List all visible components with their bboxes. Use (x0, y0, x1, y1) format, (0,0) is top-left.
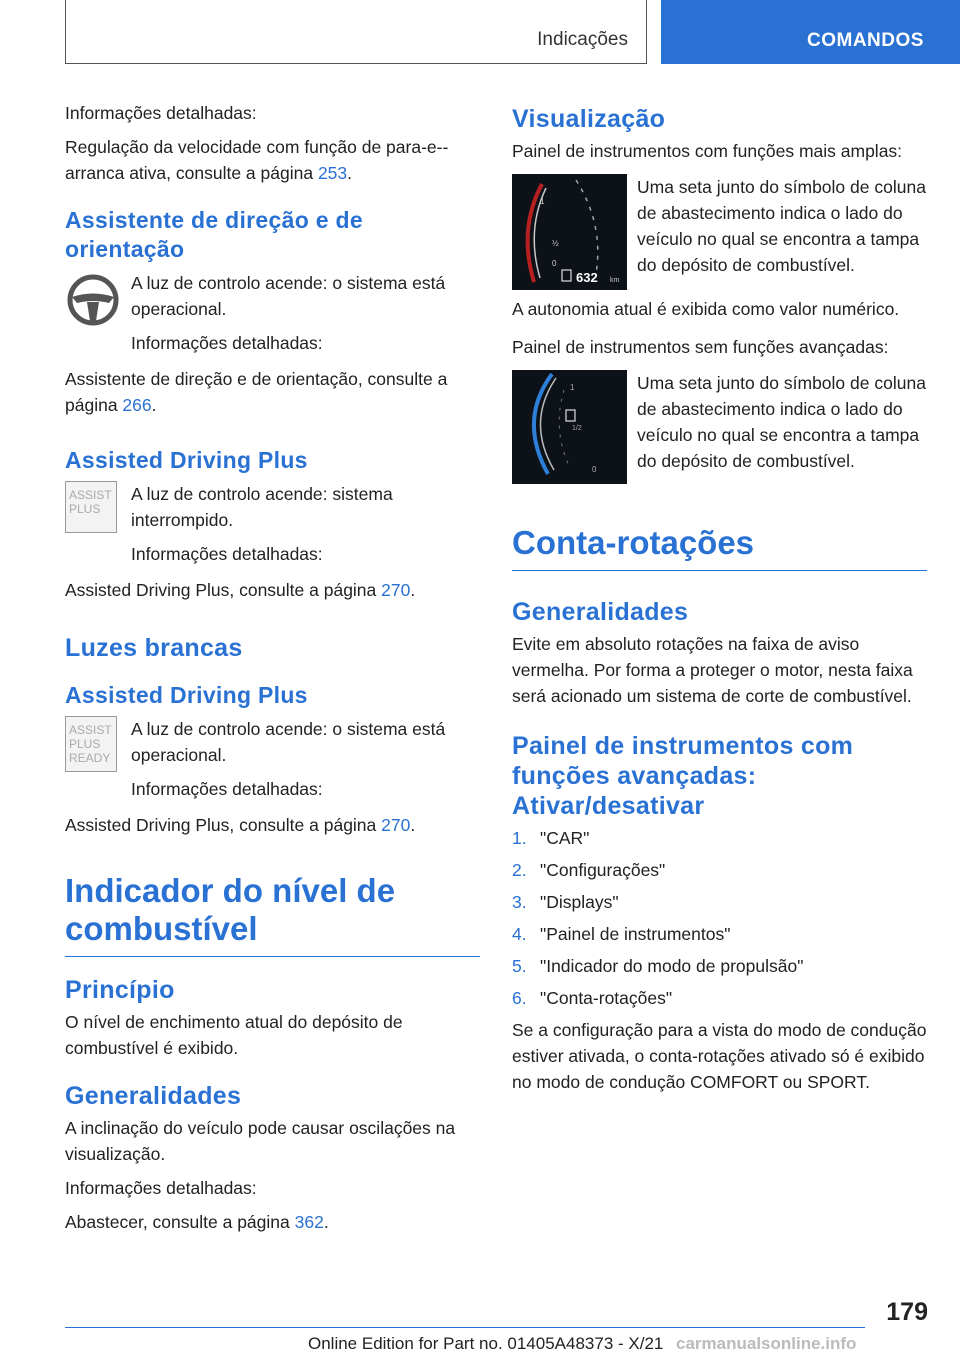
chapter-tab: COMANDOS (661, 0, 960, 64)
svg-text:1: 1 (570, 383, 575, 392)
section-heading: Assisted Driving Plus (65, 682, 308, 708)
assist-plus-icon: ASSIST PLUS (65, 481, 117, 533)
figure-caption: Uma seta junto do símbolo de coluna de abastecimento indica o lado do veículo no qual se encontra a tampa do depósito de combustível. (637, 373, 926, 471)
list-item: 1. "CAR" (512, 828, 590, 848)
info-label: Informações detalhadas: (65, 103, 257, 123)
section-heading: Generalidades (65, 1082, 242, 1110)
paragraph: Assistente de direção e de orientação, consulte a página 266. (65, 369, 448, 415)
figure-row (512, 174, 927, 290)
instrument-cluster-extended-image (512, 174, 627, 290)
page-link[interactable]: 270 (381, 580, 411, 600)
section-heading: Assistente de direção e de orientação (65, 207, 363, 262)
steering-wheel-icon (65, 270, 121, 326)
paragraph: O nível de enchimento atual do depósito de combustível é exibido. (65, 1012, 403, 1058)
page-link[interactable]: 253 (317, 163, 348, 183)
paragraph: A autonomia atual é exibida como valor numérico. (512, 299, 900, 319)
figure-row (512, 370, 927, 484)
svg-text:1: 1 (540, 197, 545, 206)
assist-plus-ready-icon: ASSIST PLUS READY (65, 716, 117, 772)
paragraph: Painel de instrumentos sem funções avançadas: (512, 337, 889, 357)
paragraph: Regulação da velocidade com função de para-e--arranca ativa, consulte a página 253. (65, 137, 449, 183)
paragraph: Evite em absoluto rotações na faixa de aviso vermelha. Por forma a proteger o motor, nesta faixa será acionado um sistema de corte de combustível. (512, 634, 913, 706)
page-number: 179 (886, 1298, 928, 1326)
chapter-heading: Conta-rotações (512, 524, 927, 571)
paragraph: A inclinação do veículo pode causar oscilações na visualização. (65, 1118, 456, 1164)
info-label: Informações detalhadas: (65, 1178, 257, 1198)
steps-list (512, 825, 927, 1011)
page-link[interactable]: 362 (294, 1212, 324, 1232)
header-box (65, 0, 647, 64)
list-item: 5. "Indicador do modo de propulsão" (512, 956, 804, 976)
page-link[interactable]: 266 (122, 395, 152, 415)
section-title: Indicações (537, 29, 628, 50)
paragraph: Assisted Driving Plus, consulte a página 270. (65, 580, 416, 600)
indicator-row (65, 716, 480, 810)
indicator-text: A luz de controlo acende: sistema interrompido. (131, 484, 393, 530)
svg-text:1/2: 1/2 (572, 425, 582, 432)
watermark: carmanualsonline.info (676, 1334, 857, 1353)
info-label: Informações detalhadas: (131, 779, 323, 799)
info-label: Informações detalhadas: (131, 544, 323, 564)
svg-text:0: 0 (552, 259, 557, 268)
section-heading: Visualização (512, 105, 666, 133)
paragraph: Painel de instrumentos com funções mais amplas: (512, 141, 903, 161)
instrument-cluster-basic-image (512, 370, 627, 484)
section-heading: Painel de instrumentos com funções avançadas: Ativar/desativar (512, 732, 854, 820)
list-item: 2. "Configurações" (512, 860, 666, 880)
paragraph: Assisted Driving Plus, consulte a página 270. (65, 815, 416, 835)
paragraph: Abastecer, consulte a página 362. (65, 1212, 329, 1232)
svg-text:0: 0 (592, 465, 597, 474)
figure-caption: Uma seta junto do símbolo de coluna de abastecimento indica o lado do veículo no qual se encontra a tampa do depósito de combustível. (637, 177, 926, 275)
list-item: 4. "Painel de instrumentos" (512, 924, 731, 944)
right-column (512, 100, 927, 1103)
section-heading: Princípio (65, 976, 175, 1004)
range-unit: km (610, 277, 620, 284)
paragraph: Se a configuração para a vista do modo de condução estiver ativada, o conta-rotações ativado só é exibido no modo de condução COMFORT ou SPORT. (512, 1020, 927, 1092)
indicator-row (65, 270, 480, 364)
indicator-row (65, 481, 480, 575)
list-item: 3. "Displays" (512, 892, 619, 912)
info-label: Informações detalhadas: (131, 333, 323, 353)
chapter-heading: Indicador do nível de combustível (65, 872, 480, 957)
section-heading: Assisted Driving Plus (65, 447, 308, 473)
edition-text: Online Edition for Part no. 01405A48373 - X/21 (308, 1334, 664, 1353)
footer-divider (65, 1327, 865, 1328)
indicator-text: A luz de controlo acende: o sistema está operacional. (131, 719, 446, 765)
range-reading: 632 (576, 270, 598, 285)
indicator-text: A luz de controlo acende: o sistema está operacional. (131, 273, 446, 319)
page-link[interactable]: 270 (381, 815, 411, 835)
section-heading: Luzes brancas (65, 634, 243, 662)
left-column (65, 100, 480, 1243)
svg-text:½: ½ (552, 239, 559, 248)
list-item: 6. "Conta-rotações" (512, 988, 673, 1008)
section-heading: Generalidades (512, 598, 689, 626)
